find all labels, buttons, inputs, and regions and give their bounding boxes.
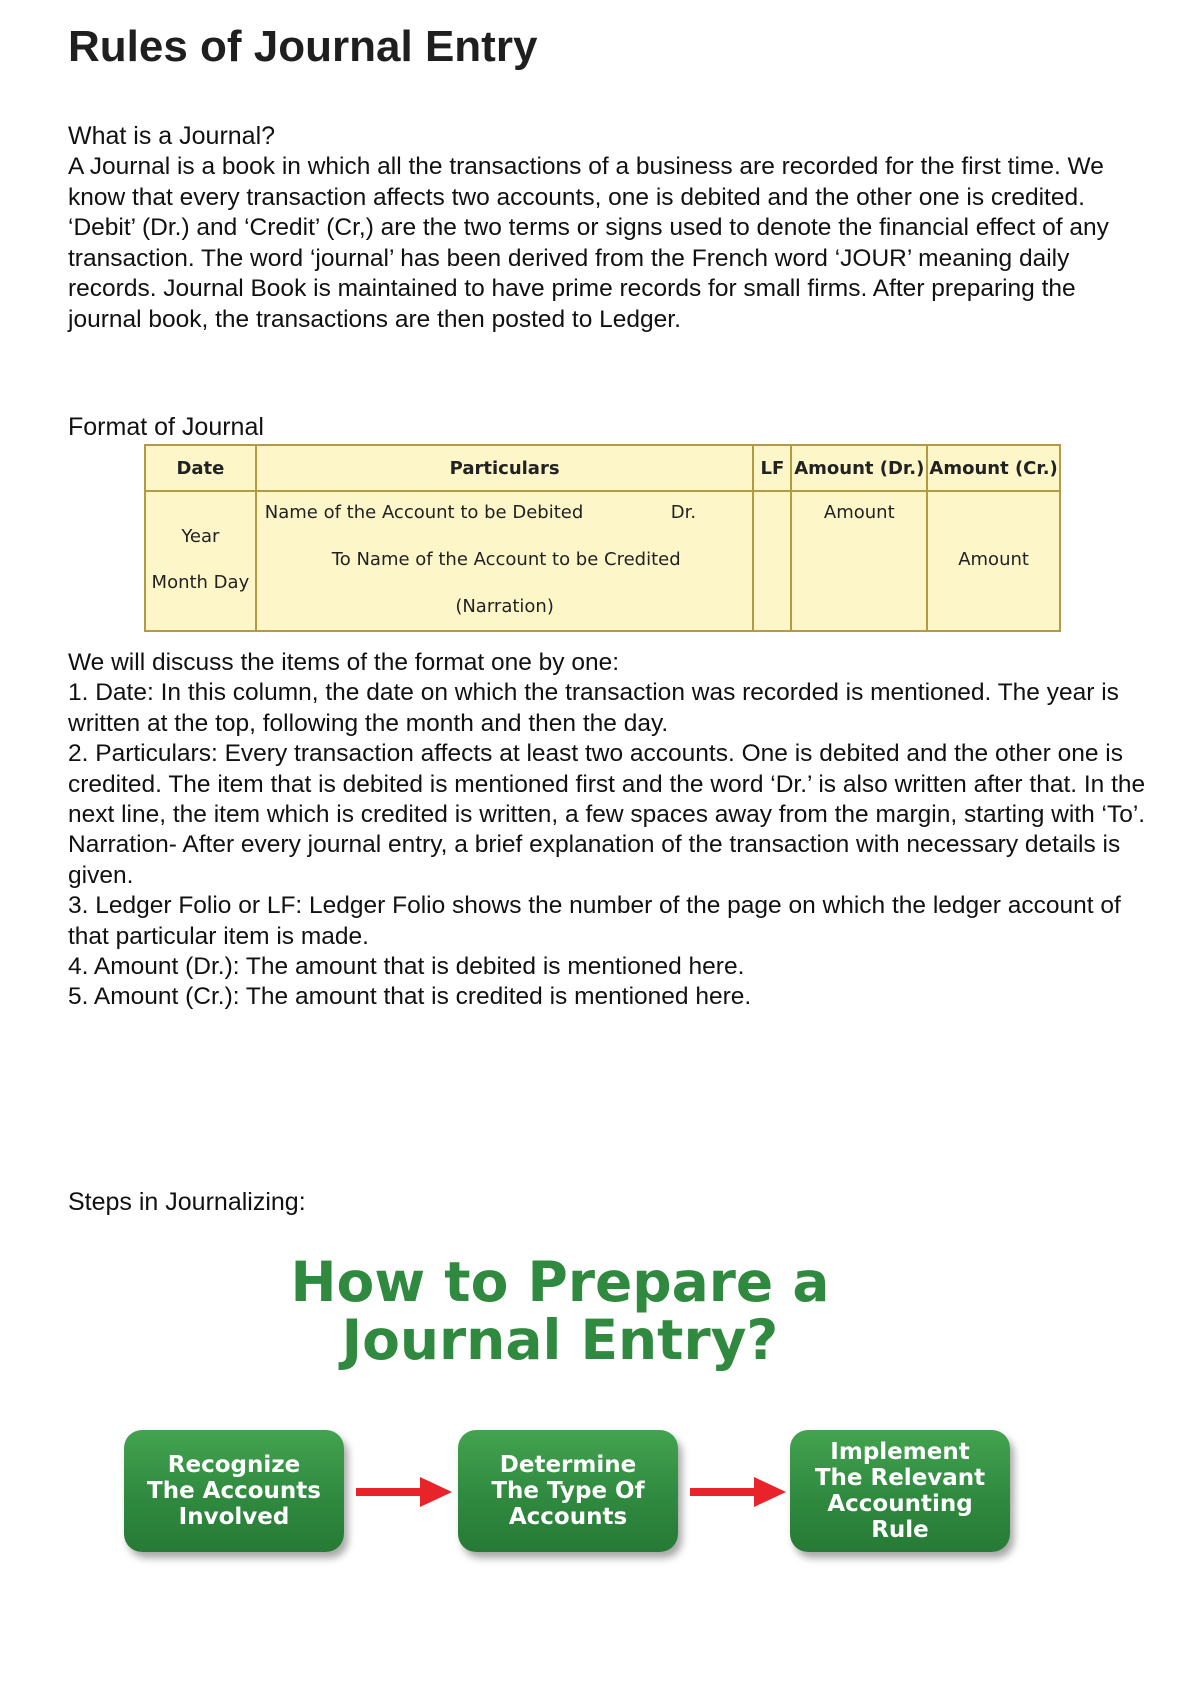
- step-recognize-accounts: Recognize The Accounts Involved: [124, 1430, 344, 1552]
- list-item: Narration- After every journal entry, a brief explanation of the transaction with necessary details is given.: [68, 831, 1121, 889]
- list-item: 5. Amount (Cr.): The amount that is credited is mentioned here.: [68, 983, 752, 1011]
- journal-definition-paragraph: A Journal is a book in which all the transactions of a business are recorded for the first time. We know that every transaction affects two accounts, one is debited and the other one is credited. ‘Debit’ (Dr.) and ‘Credit’ (Cr,) are the two terms or signs used to denote the financial effect of any transaction. The word ‘journal’ has been derived from the French word ‘JOUR’ meaning daily records. Journal Book is maintained to have prime records for small firms. After preparing the journal book, the transactions are then posted to Ledger.: [68, 153, 1109, 333]
- header-amount-cr: Amount (Cr.): [927, 445, 1060, 491]
- list-item: 1. Date: In this column, the date on which the transaction was recorded is mentioned. The year is written at the top, following the month and then the day.: [68, 679, 1119, 737]
- credit-account-text: To Name of the Account to be Credited: [331, 549, 681, 570]
- journal-question-heading: What is a Journal?: [68, 122, 276, 150]
- list-item: 2. Particulars: Every transaction affects at least two accounts. One is debited and the other one is credited. The item that is debited is mentioned first and the word ‘Dr.’ is also written after that. In the next line, the item which is credited is written, a few spaces away from the margin, starting with ‘To’.: [68, 740, 1146, 829]
- format-heading: Format of Journal: [68, 413, 264, 441]
- narration-text: (Narration): [455, 596, 554, 617]
- debit-account-text: Name of the Account to be Debited: [264, 502, 584, 523]
- amount-dr-value: Amount: [823, 502, 895, 523]
- list-item: 4. Amount (Dr.): The amount that is debited is mentioned here.: [68, 953, 745, 981]
- journal-format-table: [144, 444, 1061, 632]
- format-items-section: [68, 648, 1148, 1013]
- infographic-title-line1: How to Prepare a: [290, 1250, 830, 1314]
- arrow-right-icon: [690, 1475, 786, 1509]
- cell-amount-cr: [927, 491, 1060, 631]
- step-determine-type: Determine The Type Of Accounts: [458, 1430, 678, 1552]
- cell-amount-dr: [791, 491, 927, 631]
- list-item: 3. Ledger Folio or LF: Ledger Folio shows the number of the page on which the ledger account of that particular item is made.: [68, 892, 1121, 950]
- header-lf: LF: [753, 445, 791, 491]
- table-row: [145, 491, 1060, 631]
- date-year: Year: [181, 526, 220, 547]
- infographic-title-line2: Journal Entry?: [341, 1308, 779, 1372]
- cell-particulars: [256, 491, 754, 631]
- page-title: Rules of Journal Entry: [68, 22, 538, 71]
- dr-marker: Dr.: [670, 502, 697, 523]
- step-implement-rule: Implement The Relevant Accounting Rule: [790, 1430, 1010, 1552]
- header-amount-dr: Amount (Dr.): [791, 445, 927, 491]
- amount-cr-value: Amount: [958, 549, 1029, 570]
- table-header-row: [145, 445, 1060, 491]
- arrow-right-icon: [356, 1475, 452, 1509]
- items-intro: We will discuss the items of the format one by one:: [68, 649, 620, 676]
- header-particulars: Particulars: [256, 445, 754, 491]
- cell-lf: [753, 491, 791, 631]
- date-month-day: Month Day: [151, 572, 250, 593]
- steps-heading: Steps in Journalizing:: [68, 1188, 306, 1216]
- cell-date: [145, 491, 256, 631]
- header-date: Date: [145, 445, 256, 491]
